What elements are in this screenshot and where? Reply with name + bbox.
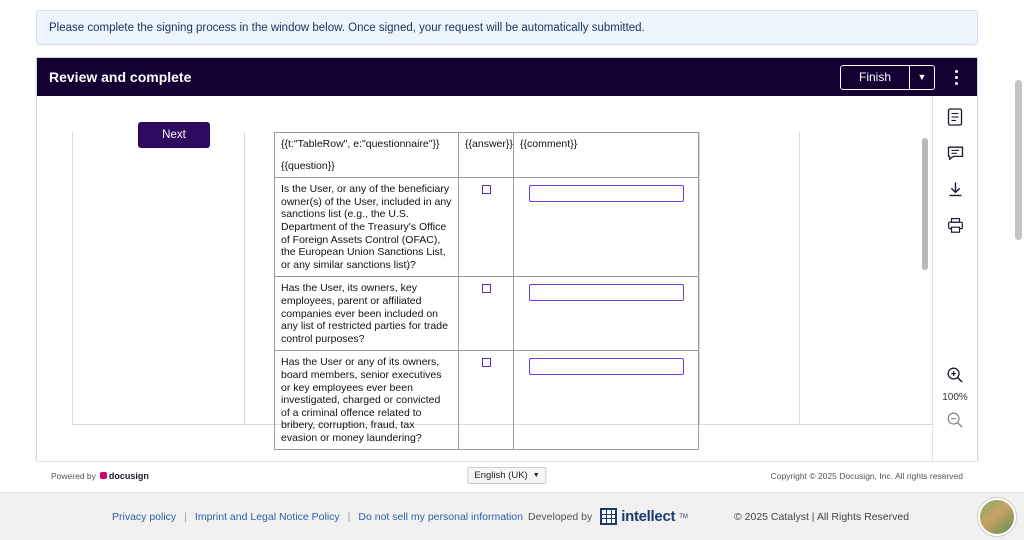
site-footer bbox=[0, 492, 1024, 540]
zoom-out-icon[interactable] bbox=[944, 409, 966, 431]
docusign-header bbox=[37, 58, 977, 96]
document-page bbox=[37, 96, 932, 461]
avatar[interactable] bbox=[978, 498, 1016, 536]
question-cell: Has the User or any of its owners, board members, senior executives or key employees ever been investigated, charged or convicted of a criminal offence related to bribery, corruption, fraud, tax evasion or money laundering? bbox=[275, 351, 459, 450]
answer-checkbox[interactable] bbox=[482, 358, 491, 367]
finish-button-group bbox=[840, 65, 935, 90]
docusign-copyright: Copyright © 2025 Docusign, Inc. All rights reserved bbox=[770, 470, 963, 481]
document-icon[interactable] bbox=[944, 106, 966, 128]
intellect-trademark: TM bbox=[679, 513, 688, 520]
table-row bbox=[275, 351, 699, 450]
language-select-value: English (UK) bbox=[474, 470, 528, 481]
question-cell: Has the User, its owners, key employees, parent or affiliated companies ever been included on any list of restricted parties for trade control purposes? bbox=[275, 277, 459, 351]
comment-cell bbox=[514, 277, 699, 351]
table-row bbox=[275, 178, 699, 277]
comment-cell bbox=[514, 351, 699, 450]
intellect-wordmark: intellect bbox=[621, 508, 676, 525]
answer-checkbox[interactable] bbox=[482, 185, 491, 194]
intellect-grid-icon bbox=[600, 508, 617, 525]
table-row-template-tag: {{t:"TableRow", e:"questionnaire"}} bbox=[281, 138, 440, 150]
answer-cell bbox=[459, 351, 514, 450]
docusign-body bbox=[37, 96, 977, 461]
download-icon[interactable] bbox=[944, 178, 966, 200]
kebab-menu-icon[interactable] bbox=[943, 62, 969, 92]
questionnaire-table bbox=[274, 132, 699, 450]
chevron-down-icon[interactable]: ▼ bbox=[909, 65, 935, 90]
answer-template-tag-cell bbox=[459, 133, 514, 178]
page-gridline bbox=[244, 132, 245, 424]
answer-checkbox[interactable] bbox=[482, 284, 491, 293]
document-tools-sidebar bbox=[933, 96, 977, 461]
document-viewport[interactable] bbox=[37, 96, 933, 461]
language-select[interactable] bbox=[467, 467, 546, 484]
comment-cell bbox=[514, 178, 699, 277]
footer-link-privacy-policy[interactable]: Privacy policy bbox=[112, 510, 177, 523]
docusign-logo bbox=[100, 471, 149, 481]
question-cell: Is the User, or any of the beneficiary owner(s) of the User, included in any sanctions list (e.g., the U.S. Department of the Treasury's Office of Foreign Assets Control (OFAC), the European Union Sanctions List, or any similar sanctions list)? bbox=[275, 178, 459, 277]
footer-links bbox=[112, 511, 523, 523]
table-header-row bbox=[275, 133, 699, 178]
comment-text-field[interactable] bbox=[529, 284, 684, 301]
table-row bbox=[275, 277, 699, 351]
comment-template-tag-cell bbox=[514, 133, 699, 178]
intellect-logo bbox=[600, 508, 688, 525]
next-button[interactable]: Next bbox=[138, 122, 210, 148]
answer-cell bbox=[459, 277, 514, 351]
signing-notice-banner bbox=[36, 10, 978, 45]
zoom-in-icon[interactable] bbox=[944, 364, 966, 386]
site-copyright: © 2025 Catalyst | All Rights Reserved bbox=[734, 510, 910, 523]
docusign-brand-label: docusign bbox=[108, 470, 149, 481]
footer-link-do-not-sell[interactable]: Do not sell my personal information bbox=[358, 510, 523, 523]
zoom-controls bbox=[933, 364, 977, 431]
comment-template-tag: {{comment}} bbox=[520, 138, 578, 150]
comment-text-field[interactable] bbox=[529, 185, 684, 202]
zoom-level-label: 100% bbox=[942, 392, 968, 403]
question-template-tag: {{question}} bbox=[281, 159, 335, 172]
docusign-header-actions bbox=[840, 58, 969, 96]
document-scrollbar[interactable] bbox=[922, 138, 928, 270]
docusign-title: Review and complete bbox=[49, 69, 192, 85]
page-scrollbar[interactable] bbox=[1015, 80, 1022, 240]
page-gridline bbox=[72, 132, 73, 424]
footer-separator: | bbox=[184, 510, 187, 523]
developed-by-block bbox=[528, 508, 688, 525]
footer-separator: | bbox=[347, 510, 351, 523]
answer-template-tag: {{answer}} bbox=[465, 138, 513, 150]
developed-by-label: Developed by bbox=[528, 510, 593, 523]
docusign-mark-icon bbox=[100, 472, 107, 479]
print-icon[interactable] bbox=[944, 214, 966, 236]
finish-button[interactable]: Finish bbox=[840, 65, 909, 90]
comment-text-field[interactable] bbox=[529, 358, 684, 375]
powered-by-label: Powered by bbox=[51, 470, 96, 481]
template-tag-cell bbox=[275, 133, 459, 178]
powered-by-block bbox=[51, 471, 149, 481]
chevron-down-icon: ▼ bbox=[532, 472, 540, 479]
comment-icon[interactable] bbox=[944, 142, 966, 164]
page-gridline bbox=[799, 132, 800, 424]
answer-cell bbox=[459, 178, 514, 277]
page-gridline bbox=[699, 132, 700, 424]
footer-link-imprint-legal-notice[interactable]: Imprint and Legal Notice Policy bbox=[194, 510, 340, 523]
docusign-signing-window bbox=[36, 57, 978, 481]
signing-notice-text: Please complete the signing process in the window below. Once signed, your request will be automatically submitted. bbox=[49, 21, 645, 34]
docusign-footer bbox=[37, 461, 977, 489]
